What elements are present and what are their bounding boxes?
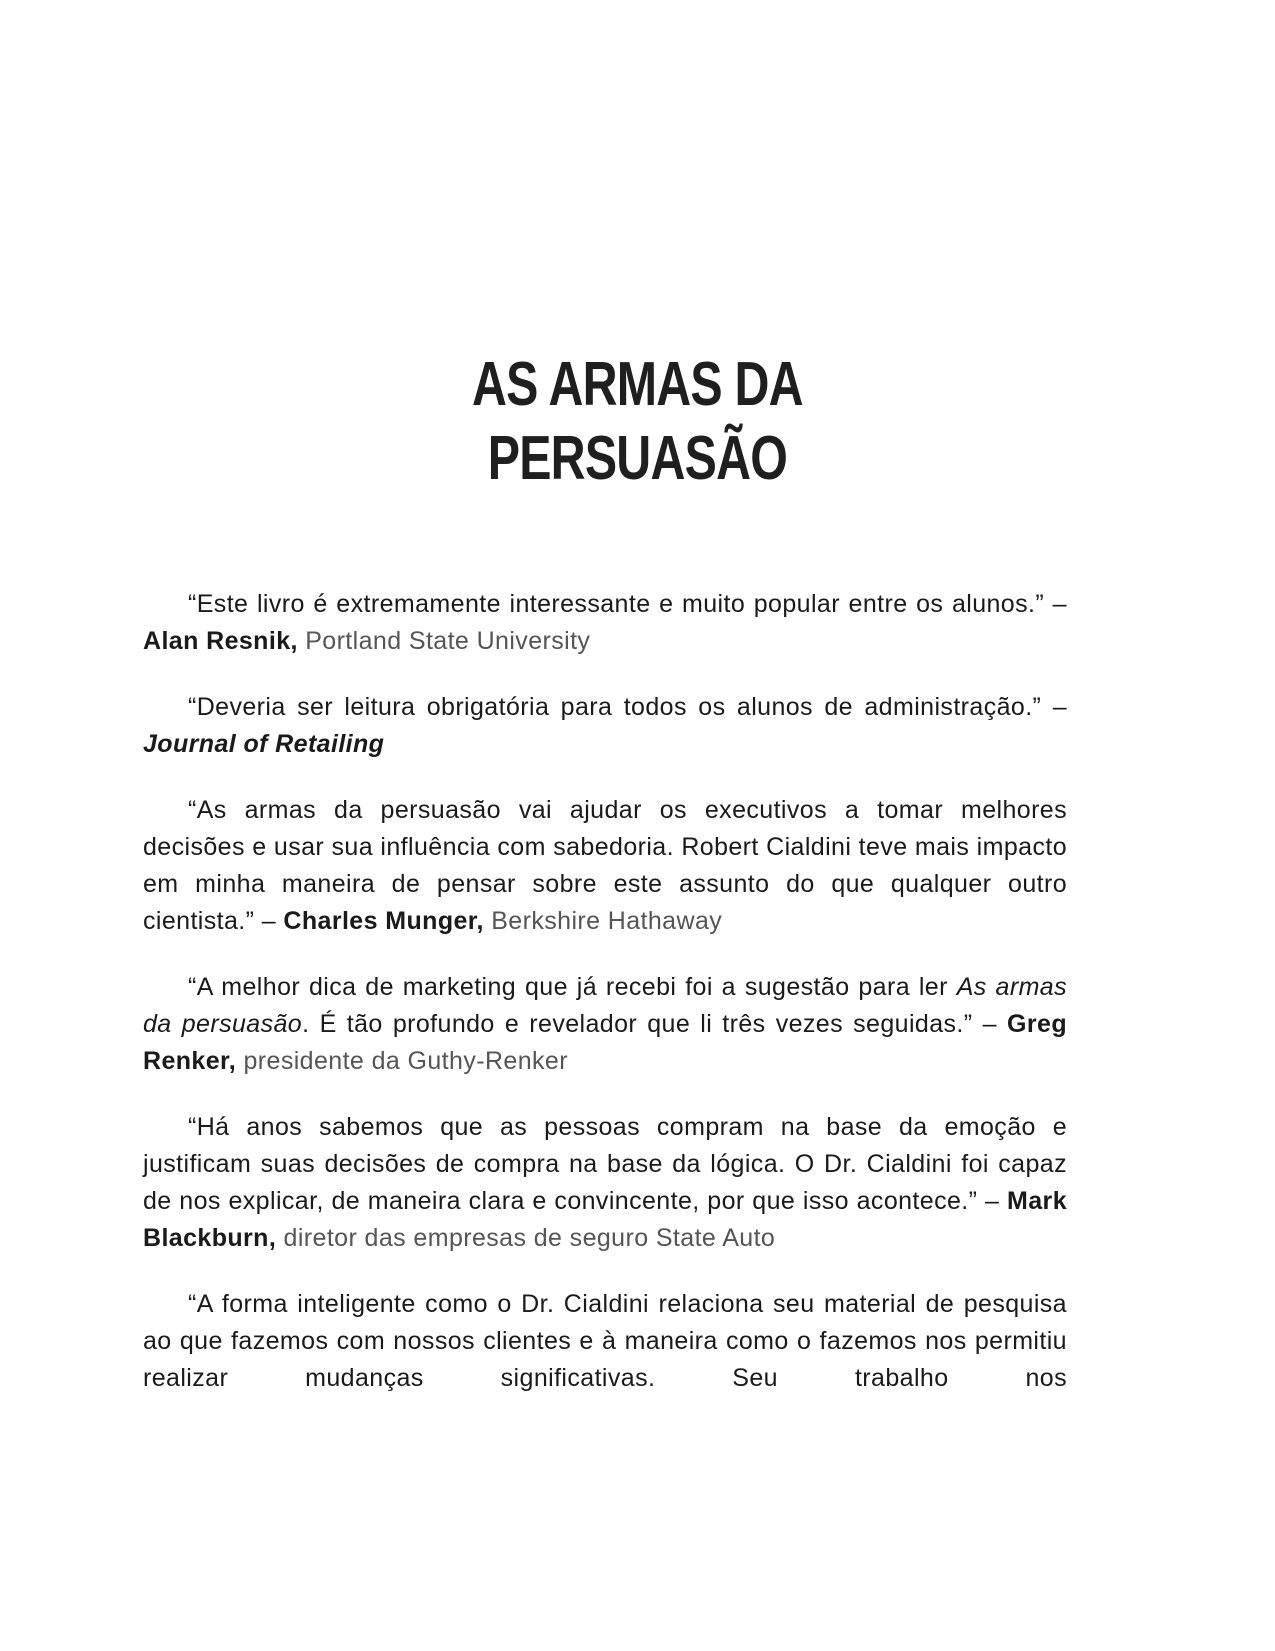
quote-text: “A forma inteligente como o Dr. Cialdini relaciona seu material de pesquisa ao que fazemos com nossos clientes e à maneira como o fazemos nos permitiu realizar mudanças significativas. Seu trabalho nos (143, 1290, 1067, 1392)
testimonial (143, 792, 1067, 940)
quote-affiliation: Portland State University (297, 627, 591, 655)
quote-text: “As armas da persuasão vai ajudar os executivos a tomar melhores decisões e usar sua influência com sabedoria. Robert Cialdini teve mais impacto em minha maneira de pensar sobre este assunto do que qualquer outro cientista.” – (143, 796, 1067, 935)
testimonial (143, 586, 1067, 660)
quote-author: Greg Renker, (143, 1010, 1067, 1075)
quote-author: Mark Blackburn, (143, 1187, 1067, 1252)
testimonial (143, 1286, 1067, 1397)
testimonial (143, 1109, 1067, 1257)
quote-affiliation: presidente da Guthy-Renker (236, 1047, 568, 1075)
quote-author: Alan Resnik, (143, 627, 298, 655)
quote-text: “A melhor dica de marketing que já recebi foi a sugestão para ler (188, 973, 957, 1001)
quote-book-title: As armas da persuasão (143, 973, 1067, 1038)
quote-text: “Este livro é extremamente interessante e muito popular entre os alunos.” – (188, 590, 1067, 618)
book-title (140, 348, 1134, 496)
testimonial (143, 689, 1067, 763)
quote-author: Journal of Retailing (143, 730, 385, 758)
quote-text: “Há anos sabemos que as pessoas compram na base da emoção e justificam suas decisões de compra na base da lógica. O Dr. Cialdini foi capaz de nos explicar, de maneira clara e convincente, por que isso acontece.” – (143, 1113, 1067, 1215)
title-line-2: PERSUASÃO (487, 424, 788, 493)
title-line-1: AS ARMAS DA (471, 350, 803, 419)
quote-affiliation: Berkshire Hathaway (483, 907, 723, 935)
testimonial (143, 969, 1067, 1080)
quote-text: “Deveria ser leitura obrigatória para todos os alunos de administração.” – (188, 693, 1067, 721)
quote-affiliation: diretor das empresas de seguro State Auto (276, 1224, 776, 1252)
quote-text: . É tão profundo e revelador que li três vezes seguidas.” – (302, 1010, 1008, 1038)
quote-author: Charles Munger, (283, 907, 484, 935)
testimonials (143, 586, 1067, 1426)
